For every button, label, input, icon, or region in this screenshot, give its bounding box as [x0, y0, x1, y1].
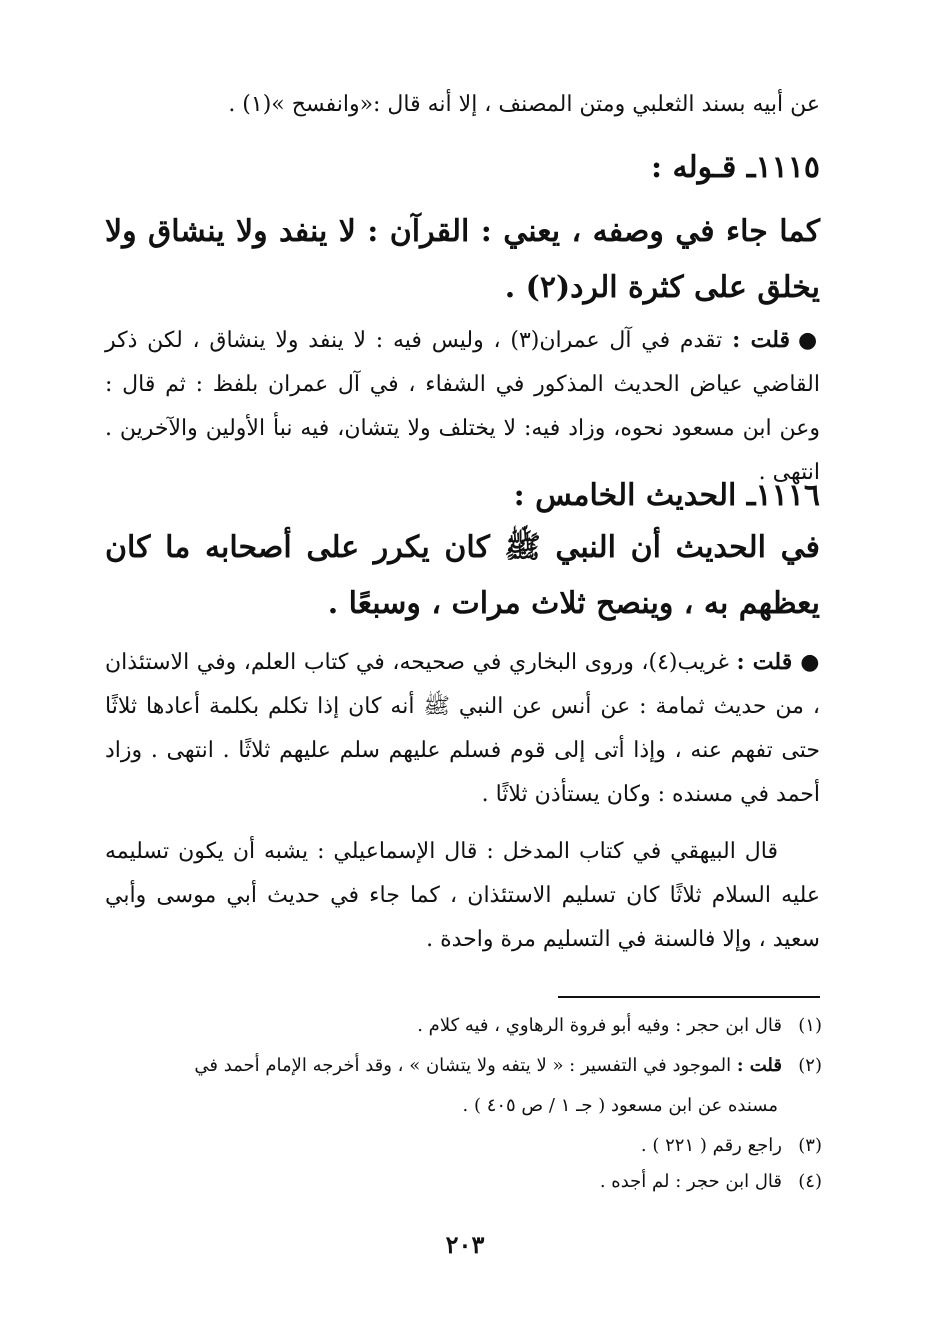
footnote-number: (٣) [798, 1135, 822, 1156]
footnote-2 [130, 1046, 822, 1126]
footnote-text: الموجود في التفسير : « لا يتفه ولا يتشان » ، وقد أخرجه الإمام أحمد في [194, 1055, 732, 1076]
note-paragraph-1115 [105, 318, 820, 495]
footnote-number: (١) [798, 1015, 822, 1036]
footnote-text: قال ابن حجر : لم أجده . [599, 1171, 782, 1192]
bullet-icon: ● [800, 649, 820, 675]
footnote-number: (٤) [798, 1171, 822, 1192]
footnote-text: قال ابن حجر : وفيه أبو فروة الرهاوي ، فيه كلام . [417, 1015, 782, 1036]
footnote-1 [130, 1006, 822, 1046]
note-text: تقدم في آل عمران(٣) ، وليس فيه : لا ينفد ولا ينشاق ، لكن ذكر القاضي عياض الحديث المذكور في الشفاء ، في آل عمران بلفظ : ثم قال : وعن ابن مسعود نحوه، وزاد فيه: لا يختلف ولا يتشان، فيه نبأ الأولين والآخرين . انتهى . [105, 328, 820, 485]
hadith-text-1116: في الحديث أن النبي ﷺ كان يكرر على أصحابه ما كان يعظهم به ، وينصح ثلاث مرات ، وسبعًا . [105, 530, 820, 621]
footnote-continuation: مسنده عن ابن مسعود ( جـ ١ / ص ٤٠٥ ) . [462, 1095, 778, 1116]
note-label: قلت : [732, 327, 791, 353]
footnote-4 [130, 1162, 822, 1202]
footnote-divider [558, 996, 820, 998]
footnote-text: راجع رقم ( ٢٢١ ) . [640, 1135, 782, 1156]
note-paragraph-1116 [105, 640, 820, 817]
hadith-text-1115: كما جاء في وصفه ، يعني : القرآن : لا ينفد ولا ينشاق ولا يخلق على كثرة الرد(٢) . [105, 214, 820, 305]
page-number: ٢٠٣ [445, 1230, 485, 1259]
note-text: غريب(٤)، وروى البخاري في صحيحه، في كتاب العلم، وفي الاستئذان ، من حديث ثمامة : عن أنس عن النبي ﷺ أنه كان إذا تكلم بكلمة أعادها ثلاثًا حتى تفهم عنه ، وإذا أتى إلى قوم فسلم عليهم سلم عليهم ثلاثًا . انتهى . وزاد أحمد في مسنده : وكان يستأذن ثلاثًا . [105, 650, 820, 807]
note-label: قلت : [736, 649, 793, 675]
footnote-number: (٢) [798, 1055, 822, 1076]
footnote-label: قلت : [736, 1055, 782, 1076]
bullet-icon: ● [798, 327, 821, 353]
footnote-3 [130, 1126, 822, 1166]
bayhaqi-paragraph: قال البيهقي في كتاب المدخل : قال الإسماعيلي : يشبه أن يكون تسليمه عليه السلام ثلاثًا كان تسليم الاستئذان ، كما جاء في حديث أبي موسى وأبي سعيد ، وإلا فالسنة في التسليم مرة واحدة . [105, 839, 820, 952]
entry-title-1116: ١١١٦ـ الحديث الخامس : [513, 478, 820, 513]
intro-line: عن أبيه بسند الثعلبي ومتن المصنف ، إلا أنه قال :«وانفسح »(١) . [228, 92, 820, 117]
entry-title-1115: ١١١٥ـ قـوله : [650, 150, 820, 185]
